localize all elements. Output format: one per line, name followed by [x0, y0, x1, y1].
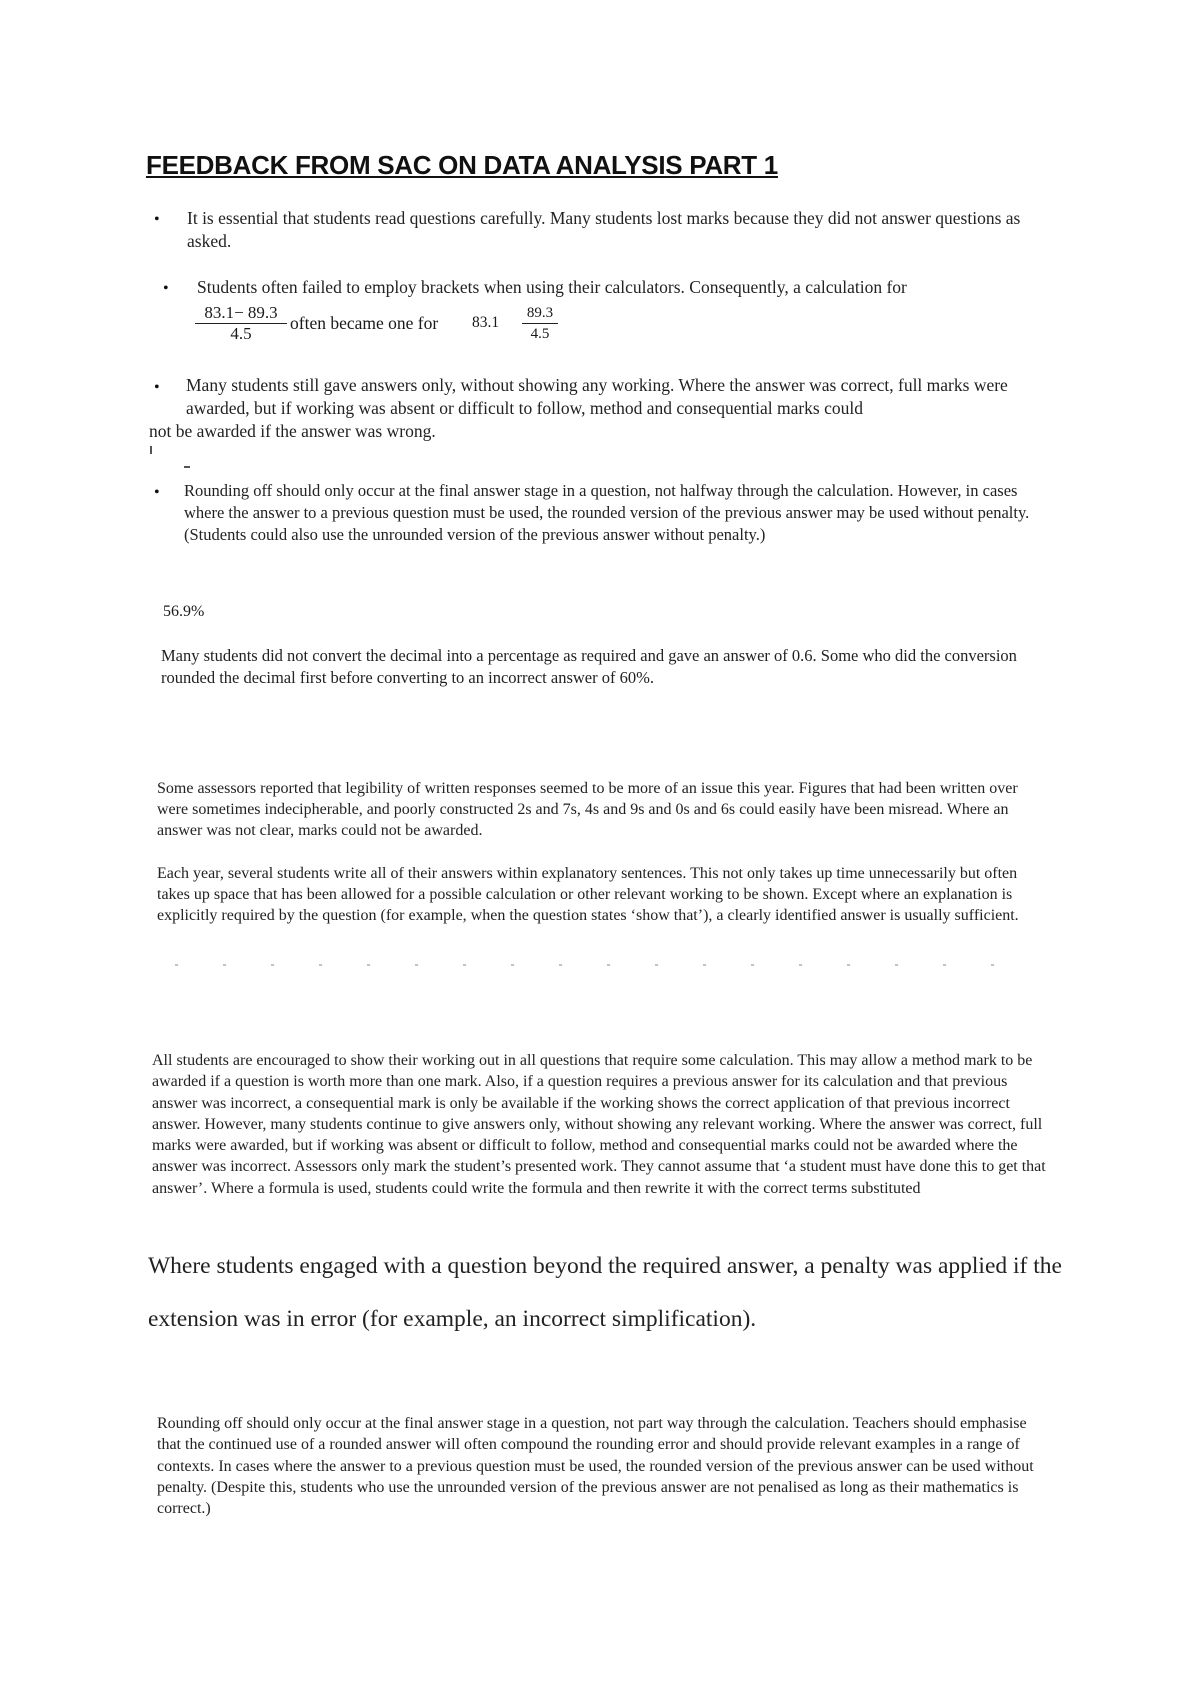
paragraph-extension-penalty: Where students engaged with a question beyond the required answer, a penalty was applied if the extension was in error (for example, an incorrect simplification).: [148, 1253, 1062, 1332]
paragraph-show-working: All students are encouraged to show their working out in all questions that require some calculation. This may allow a method mark to be awarded if a question is worth more than one mark. Also, if a question requires a previous answer for its calculation and that previous answer was incorrect, a consequential mark is only be available if the working shows the correct application of that previous incorrect answer. However, many students continue to give answers only, without showing any relevant working. Where the answer was correct, full marks were awarded, but if working was absent or difficult to follow, method and consequential marks could not be awarded where the answer was incorrect. Assessors only mark the student’s presented work. They cannot assume that ‘a student must have done this to get that answer’. Where a formula is used, students could write the formula and then rewrite it with the correct terms substituted: [152, 1052, 1046, 1197]
stray-mark: [150, 446, 152, 454]
bullet-3-continuation: not be awarded if the answer was wrong.: [149, 421, 436, 441]
bullet-2-text: Students often failed to employ brackets when using their calculators. Consequently, a calculation for: [197, 277, 907, 297]
paragraph-legibility: Some assessors reported that legibility of written responses seemed to be more of an issue this year. Figures that had been written over were sometimes indecipherable, and poorly constructed 2s and 7s, 4s and 9s and 0s and 6s could easily have been misread. Where an answer was not clear, marks could not be awarded.: [157, 780, 1018, 839]
bullet-1-text: It is essential that students read questions carefully. Many students lost marks because they did not answer questions as asked.: [187, 208, 1021, 251]
answer-percentage: 56.9%: [163, 603, 205, 620]
often-became-text: often became one for: [290, 313, 439, 333]
paragraph-conversion: Many students did not convert the decimal into a percentage as required and gave an answer of 0.6. Some who did the conversion rounded the decimal first before converting to an incorrect answer of 60%.: [161, 646, 1017, 687]
bullet-4-text: Rounding off should only occur at the final answer stage in a question, not halfway through the calculation. However, in cases where the answer to a previous question must be used, the rounded version of the previous answer may be used without penalty. (Students could also use the unrounded version of the previous answer without penalty.): [184, 481, 1030, 544]
faint-text-fragments: [175, 964, 995, 966]
paragraph-explanatory-sentences: Each year, several students write all of their answers within explanatory sentences. This not only takes up time unnecessarily but often takes up space that has been allowed for a possible calculation or other relevant working to be shown. Except where an explanation is explicitly required by the question (for example, when the question states ‘show that’), a clearly identified answer is usually sufficient.: [157, 865, 1019, 924]
bullet-marker: •: [154, 211, 160, 228]
fraction-1-denominator: 4.5: [230, 324, 252, 343]
fraction-2-denominator: 4.5: [530, 326, 550, 342]
bullet-3-text: Many students still gave answers only, without showing any working. Where the answer was correct, full marks were awarded, but if working was absent or difficult to follow, method and consequential marks could: [186, 375, 1008, 418]
fraction-expression-2: [522, 303, 558, 344]
fraction-2-prefix: 83.1: [472, 314, 500, 331]
document-title: FEEDBACK FROM SAC ON DATA ANALYSIS PART 1: [146, 150, 778, 180]
paragraph-rounding: Rounding off should only occur at the final answer stage in a question, not part way through the calculation. Teachers should emphasise that the continued use of a rounded answer will often compound the rounding error and should provide relevant examples in a range of contexts. In cases where the answer to a previous question must be used, the rounded version of the previous answer can be used without penalty. (Despite this, students who use the unrounded version of the previous answer are not penalised as long as their mathematics is correct.): [157, 1415, 1034, 1518]
stray-mark: [184, 466, 190, 468]
bullet-marker: •: [154, 484, 160, 501]
bullet-marker: •: [163, 280, 169, 297]
bullet-marker: •: [154, 379, 160, 396]
fraction-1-numerator: 83.1− 89.3: [195, 303, 287, 324]
fraction-2-numerator: 89.3: [522, 303, 558, 324]
fraction-expression-1: [195, 303, 287, 344]
